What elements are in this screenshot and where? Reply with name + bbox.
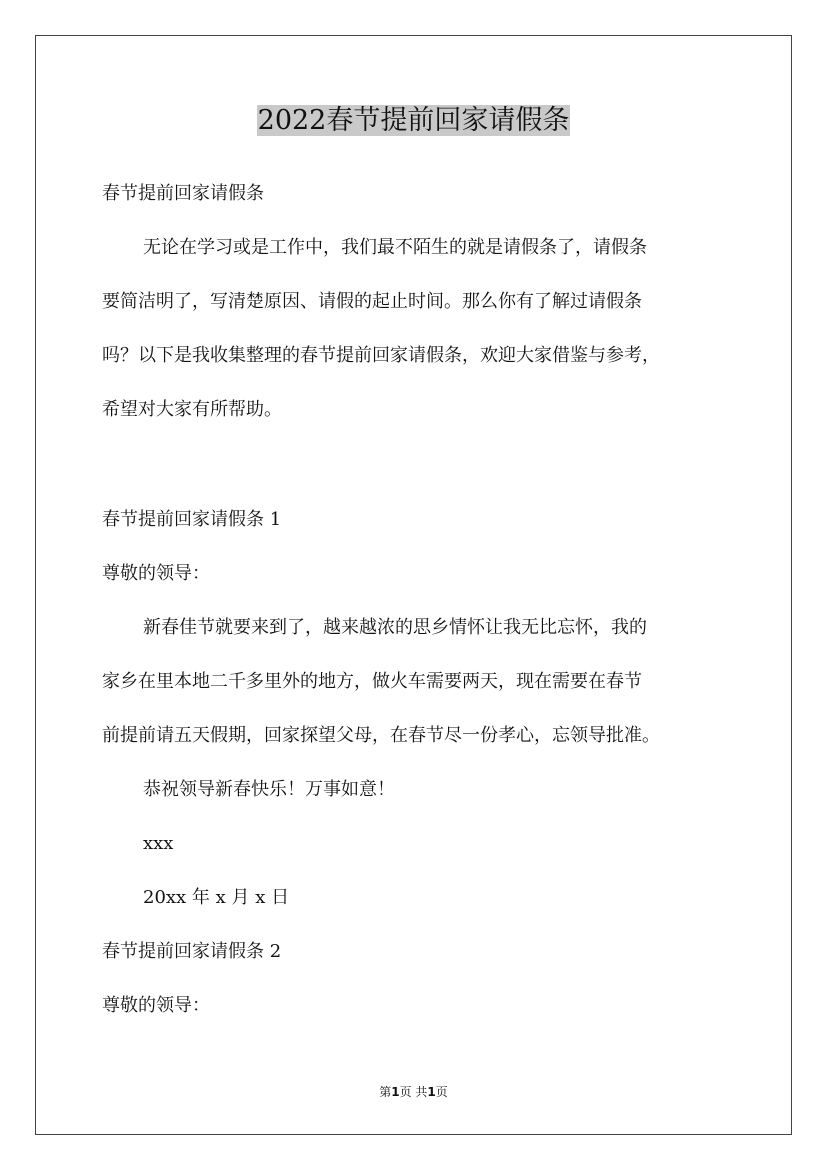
- section1-closing: 恭祝领导新春快乐！万事如意！: [143, 779, 395, 800]
- section1-date: 20xx 年 x 月 x 日: [143, 887, 290, 908]
- document-title: [0, 101, 827, 141]
- intro-line-2: 要简洁明了，写清楚原因、请假的起止时间。那么你有了解过请假条: [102, 291, 642, 312]
- footer-middle: 页 共: [399, 1085, 428, 1099]
- footer-total-pages: 1: [427, 1085, 436, 1099]
- document-title-text: 2022春节提前回家请假条: [257, 105, 570, 136]
- section2-salutation: 尊敬的领导：: [102, 995, 210, 1016]
- section1-body-line-1: 新春佳节就要来到了，越来越浓的思乡情怀让我无比忘怀，我的: [143, 617, 647, 638]
- page-footer: [0, 1083, 827, 1101]
- section2-heading: 春节提前回家请假条 2: [102, 941, 282, 962]
- section1-body-line-2: 家乡在里本地二千多里外的地方，做火车需要两天，现在需要在春节: [102, 671, 642, 692]
- footer-suffix: 页: [435, 1085, 448, 1099]
- intro-line-4: 希望对大家有所帮助。: [102, 399, 282, 420]
- intro-line-1: 无论在学习或是工作中，我们最不陌生的就是请假条了，请假条: [143, 237, 647, 258]
- intro-line-3: 吗？以下是我收集整理的春节提前回家请假条，欢迎大家借鉴与参考，: [102, 345, 660, 366]
- section1-heading: 春节提前回家请假条 1: [102, 509, 282, 530]
- subtitle: 春节提前回家请假条: [102, 183, 264, 204]
- footer-page-number: 1: [391, 1085, 400, 1099]
- footer-prefix: 第: [379, 1085, 392, 1099]
- section1-salutation: 尊敬的领导：: [102, 563, 210, 584]
- section1-signature: xxx: [143, 833, 174, 854]
- section1-body-line-3: 前提前请五天假期，回家探望父母，在春节尽一份孝心，忘领导批准。: [102, 725, 660, 746]
